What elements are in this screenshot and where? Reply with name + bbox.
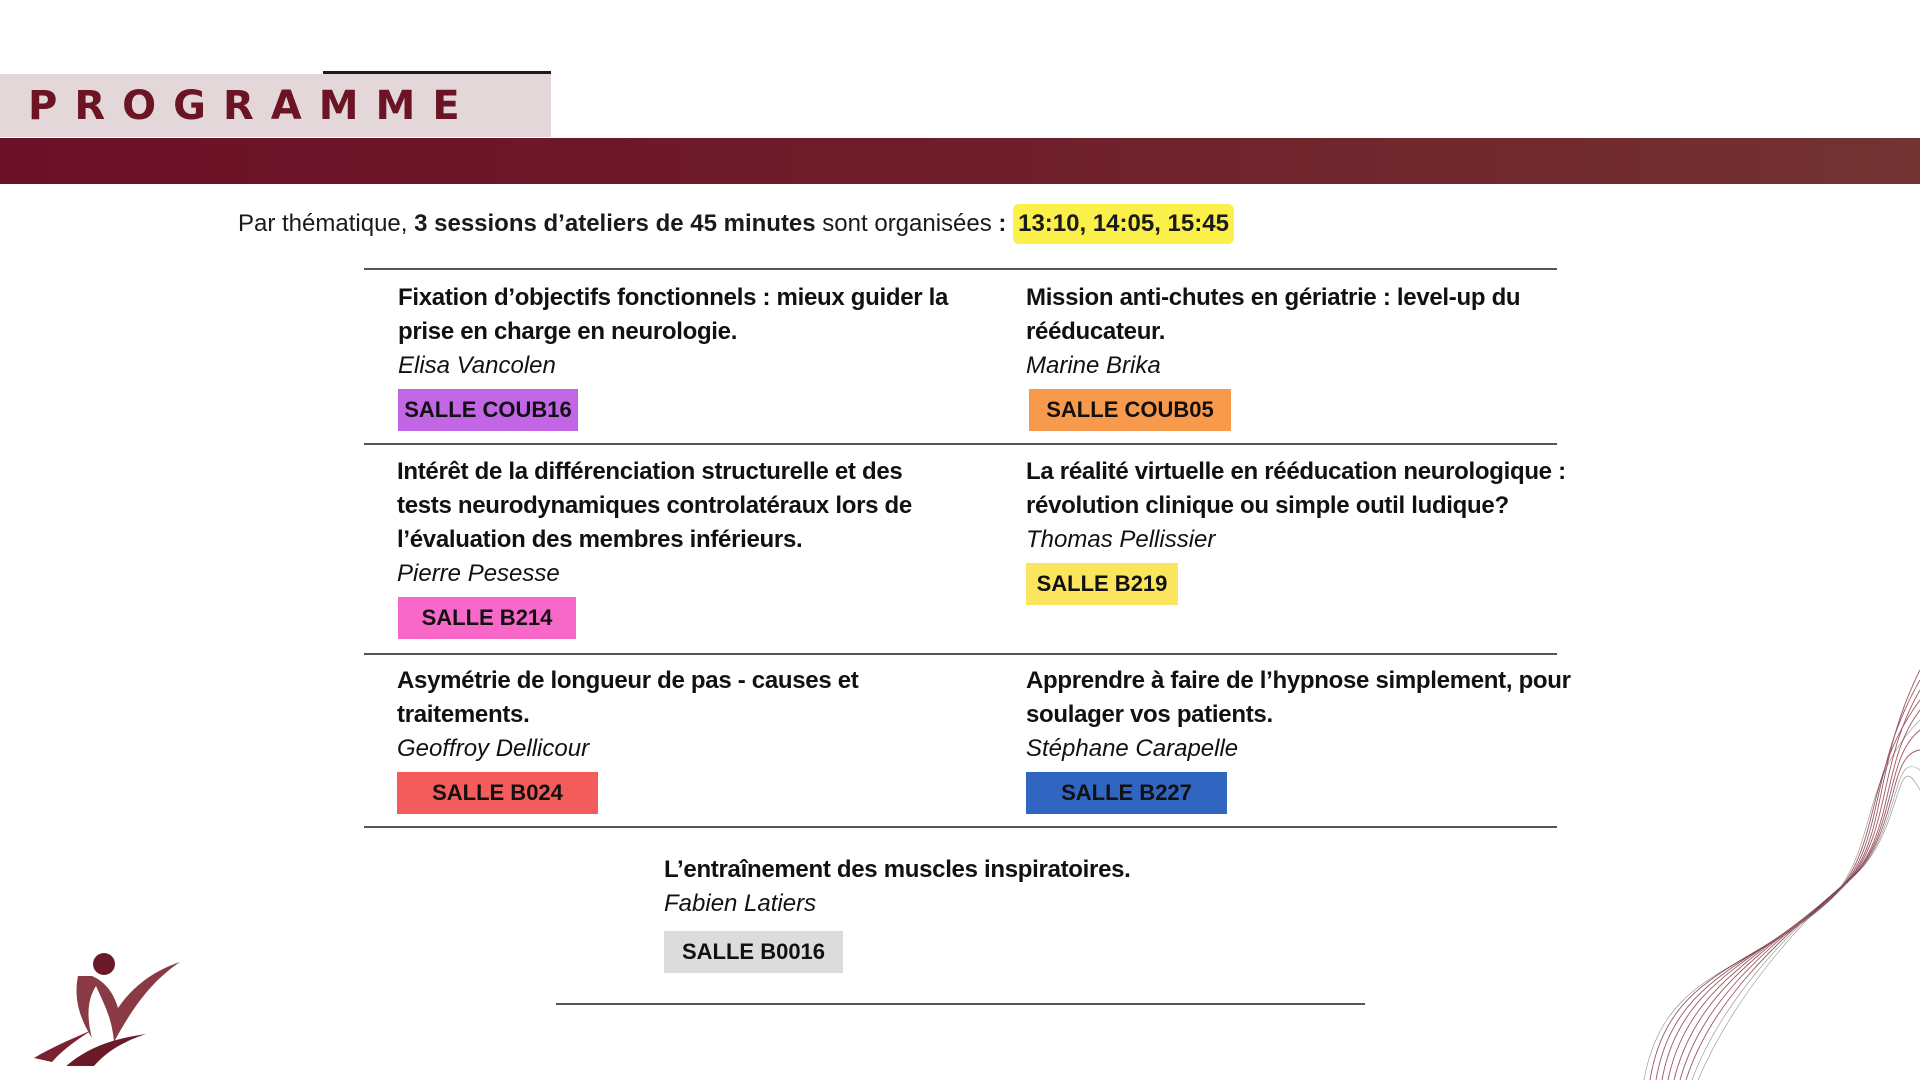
divider (556, 1003, 1365, 1005)
session-times-highlight: 13:10, 14:05, 15:45 (1013, 204, 1234, 244)
workshop-title: Mission anti-chutes en gériatrie : level-up du rééducateur. (1026, 284, 1521, 345)
workshop-card (397, 455, 957, 639)
workshop-title: Intérêt de la différenciation structurelle et des tests neurodynamiques controlatéraux lors de l’évaluation des membres inférieurs. (397, 458, 912, 553)
room-badge: SALLE COUB16 (398, 389, 578, 431)
workshop-title: Apprendre à faire de l’hypnose simplement, pour soulager vos patients. (1026, 667, 1571, 728)
divider (364, 826, 1557, 828)
workshop-title: Asymétrie de longueur de pas - causes et traitements. (397, 667, 859, 728)
intro-bold: 3 sessions d’ateliers de 45 minutes (414, 210, 816, 237)
workshop-card (664, 853, 1304, 973)
room-badge: SALLE B219 (1026, 563, 1178, 605)
workshop-card (1026, 664, 1586, 814)
divider (364, 653, 1557, 655)
divider (364, 268, 1557, 270)
page-title: PROGRAMME (28, 83, 477, 129)
organization-logo (34, 946, 184, 1066)
decorative-waves (1640, 650, 1920, 1080)
workshop-speaker: Geoffroy Dellicour (397, 735, 590, 762)
room-badge: SALLE B0016 (664, 931, 843, 973)
intro-colon: : (998, 210, 1014, 237)
workshop-card (1026, 455, 1586, 605)
divider (364, 443, 1557, 445)
workshop-title: L’entraînement des muscles inspiratoires. (664, 856, 1131, 883)
workshop-card (1026, 281, 1586, 431)
room-badge: SALLE B024 (397, 772, 598, 814)
workshop-speaker: Thomas Pellissier (1026, 526, 1216, 553)
room-badge: SALLE B214 (398, 597, 576, 639)
room-badge: SALLE COUB05 (1029, 389, 1231, 431)
workshop-speaker: Stéphane Carapelle (1026, 735, 1239, 762)
workshop-title: Fixation d’objectifs fonctionnels : mieux guider la prise en charge en neurologie. (398, 284, 949, 345)
intro-line (238, 204, 1234, 244)
workshop-speaker: Pierre Pesesse (397, 560, 560, 587)
workshop-speaker: Elisa Vancolen (398, 352, 556, 379)
workshop-speaker: Marine Brika (1026, 352, 1161, 379)
workshop-title: La réalité virtuelle en rééducation neurologique : révolution clinique ou simple outil ludique? (1026, 458, 1566, 519)
workshop-card (397, 664, 957, 814)
workshop-card (398, 281, 958, 431)
intro-middle: sont organisées (815, 210, 999, 237)
header-band (0, 138, 1920, 184)
room-badge: SALLE B227 (1026, 772, 1227, 814)
workshop-speaker: Fabien Latiers (664, 890, 817, 917)
intro-prefix: Par thématique, (238, 210, 415, 237)
